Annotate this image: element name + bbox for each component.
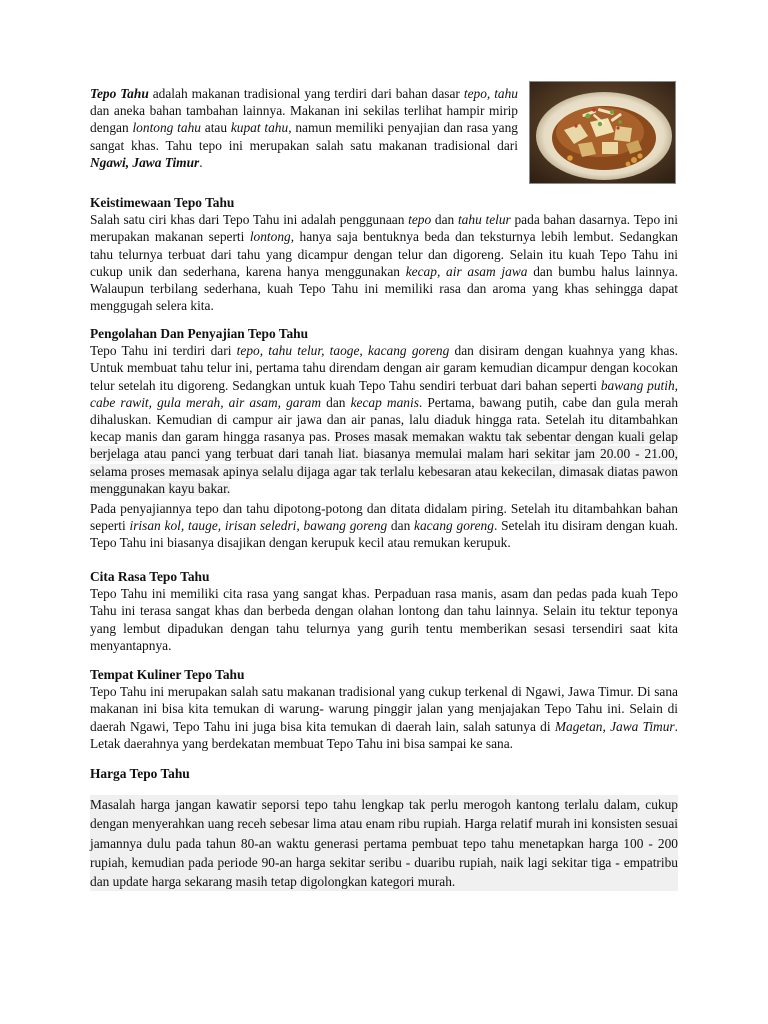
intro-emphasis: tepo, tahu	[463, 86, 518, 101]
intro-text: .	[199, 154, 203, 170]
paragraph-text: . Pertama, bawang putih, cabe dan gula merah dihaluskan. Kemudian di campur air jawa dan air panas, lalu diaduk hingga rata. Setelah itu ditambahkan kecap manis dan garam hingga rasanya pas.	[90, 394, 679, 445]
paragraph-text: dan disiram dengan kuahnya yang khas. Untuk membuat tahu telur ini, pertama tahu direndam dengan air garam kemudian dicampur dengan kocokan telur setelah itu digoreng. Sedangkan untuk kuah Tepo Tahu sendiri terbuat dari bahan seperti	[90, 343, 678, 393]
section-pengolahan	[90, 325, 678, 497]
paragraph-emphasis: kecap, air asam jawa	[405, 263, 528, 279]
paragraph-text: Tepo Tahu ini terdiri dari	[90, 343, 237, 359]
intro-term: Tepo Tahu	[90, 86, 149, 101]
section-paragraph: Tepo Tahu ini memiliki cita rasa yang sangat khas. Perpaduan rasa manis, asam dan pedas pada kuah Tepo Tahu ini terasa sangat khas dan berbeda dengan olahan lontong dan tahu lainnya. Selain itu tektur teponya yang lembut dipadukan dengan tahu telurnya yang gurih tentu memberikan sesasi tersendiri saat kita menyantapnya.	[90, 586, 678, 653]
paragraph-emphasis: tahu telur	[457, 212, 511, 228]
paragraph-text: . Letak daerahnya yang berdekatan membuat Tepo Tahu ini bisa sampai ke sana.	[90, 718, 678, 751]
section-paragraph	[90, 683, 678, 752]
section-paragraph	[90, 211, 678, 314]
intro-place: Ngawi, Jawa Timur	[90, 154, 200, 170]
highlighted-paragraph: Masalah harga jangan kawatir seporsi tepo tahu lengkap tak perlu merogoh kantong terlalu dalam, cukup dengan menyerahkan uang receh sebesar lima atau enam ribu rupiah. Harga relatif murah ini konsisten sesuai jamannya dulu pada tahun 80-an waktu generasi pertama pembuat tepo tahu menetapkan harga 100 - 200 rupiah, kemudian pada periode 90-an harga sekitar seribu - duaribu rupiah, naik lagi sekitar tiga - empatribu dan update harga sekarang masih tetap digolongkan kategori murah.	[90, 795, 678, 891]
paragraph-emphasis: kecap manis	[350, 394, 419, 410]
paragraph-text: Tepo Tahu ini merupakan salah satu makanan tradisional yang cukup terkenal di Ngawi, Jawa Timur. Di sana makanan ini bisa kita temukan di warung- warung pinggir jalan yang menjajakan Tepo Tahu ini. Selain di daerah Ngawi, Tepo Tahu ini juga bisa kita temukan di daerah lain, salah satunya di	[90, 684, 678, 734]
food-illustration	[530, 82, 675, 183]
section-heading: Cita Rasa Tepo Tahu	[90, 569, 210, 584]
section-penyajian	[90, 500, 678, 552]
intro-text: , namun memiliki penyajian dan rasa yang sangat khas. Tahu tepo ini merupakan salah satu makanan tradisional dari	[90, 120, 518, 153]
paragraph-text: dan	[431, 212, 458, 228]
paragraph-emphasis: tepo, tahu telur, taoge, kacang goreng	[236, 343, 450, 359]
intro-emphasis: kupat tahu	[230, 120, 289, 136]
dish-photo	[529, 81, 676, 184]
paragraph-text: Salah satu ciri khas dari Tepo Tahu ini adalah penggunaan	[90, 212, 409, 228]
section-heading: Tempat Kuliner Tepo Tahu	[90, 667, 245, 682]
section-heading: Harga Tepo Tahu	[90, 766, 190, 781]
paragraph-text: Pada penyajiannya tepo dan tahu dipotong-potong dan ditata didalam piring. Setelah itu ditambahkan bahan seperti	[90, 501, 678, 534]
intro-paragraph	[90, 85, 518, 171]
section-paragraph	[90, 500, 678, 552]
highlighted-text: Proses masak memakan waktu tak sebentar dengan kuali gelap berjelaga atau panci yang terbuat dari tanah liat. biasanya memulai malam hari sekitar jam 20.00 - 21.00, selama proses memasak apinya selalu dijaga agar tak terlalu kebesaran atau kekecilan, dimasak diatas pawon menggunakan kayu bakar.	[90, 429, 678, 496]
section-tempat-kuliner	[90, 666, 678, 752]
paragraph-text: dan	[321, 394, 351, 410]
intro-text: atau	[200, 120, 231, 136]
intro-text: dan aneka bahan tambahan lainnya. Makanan ini sekilas terlihat hampir mirip dengan	[90, 103, 518, 136]
section-heading: Keistimewaan Tepo Tahu	[90, 195, 235, 210]
intro-emphasis: lontong tahu	[132, 120, 201, 136]
section-heading: Pengolahan Dan Penyajian Tepo Tahu	[90, 326, 309, 341]
paragraph-emphasis: bawang putih, cabe rawit, gula merah, air asam, garam	[90, 377, 678, 410]
paragraph-emphasis: irisan kol, tauge, irisan seledri, bawang goreng	[129, 518, 388, 534]
section-cita-rasa	[90, 568, 678, 654]
section-keistimewaan	[90, 194, 678, 314]
paragraph-emphasis: tepo	[408, 212, 432, 228]
intro-text: adalah makanan tradisional yang terdiri dari bahan dasar	[148, 86, 464, 101]
paragraph-emphasis: Magetan, Jawa Timur	[554, 718, 675, 734]
paragraph-text: dan bumbu halus lainnya. Walaupun terbilang sederhana, kuah Tepo Tahu ini memiliki rasa dan aroma yang khas sehingga dapat menggugah selera kita.	[90, 263, 678, 314]
paragraph-text: , hanya saja bentuknya beda dan teksturnya lebih lembut. Sedangkan tahu telurnya terbuat dari tahu yang dicampur dengan telur dan digoreng. Selain itu kuah Tepo Tahu ini cukup unik dan sederhana, karena hanya menggunakan	[90, 229, 678, 279]
paragraph-text: dan	[387, 518, 415, 534]
paragraph-text: pada bahan dasarnya. Tepo ini merupakan makanan seperti	[90, 212, 678, 245]
section-paragraph	[90, 342, 678, 497]
section-harga	[90, 765, 678, 891]
paragraph-emphasis: kacang goreng	[414, 518, 494, 534]
paragraph-text: . Setelah itu disiram dengan kuah. Tepo Tahu ini biasanya disajikan dengan kerupuk kecil atau remukan kerupuk.	[90, 518, 678, 551]
paragraph-emphasis: lontong	[249, 229, 291, 245]
